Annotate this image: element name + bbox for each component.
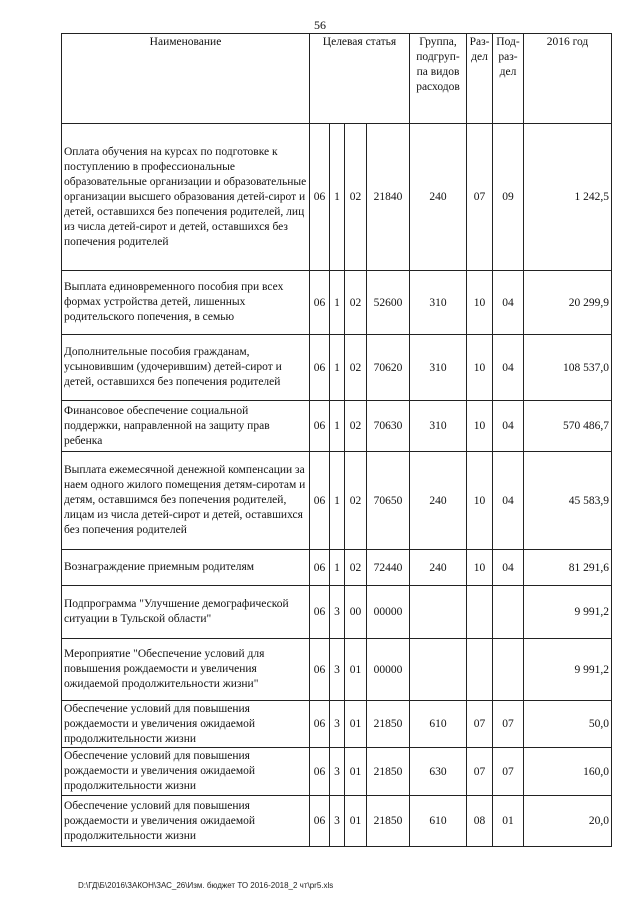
target-code-3: 02	[345, 401, 367, 452]
target-code-4: 21840	[367, 124, 410, 271]
row-subsection: 04	[493, 550, 524, 586]
target-code-1: 06	[310, 586, 330, 639]
table-row	[62, 124, 612, 271]
table-row	[62, 748, 612, 796]
target-code-2: 3	[330, 701, 345, 748]
row-amount: 9 991,2	[524, 586, 612, 639]
target-code-3: 01	[345, 701, 367, 748]
row-group: 610	[410, 701, 467, 748]
target-code-2: 3	[330, 748, 345, 796]
table-row	[62, 796, 612, 847]
target-code-3: 02	[345, 335, 367, 401]
row-name: Обеспечение условий для повышения рождаемости и увеличения ожидаемой продолжительности жизни	[62, 701, 310, 748]
target-code-1: 06	[310, 550, 330, 586]
row-amount: 1 242,5	[524, 124, 612, 271]
row-subsection: 04	[493, 401, 524, 452]
row-section: 10	[467, 550, 493, 586]
target-code-4: 70650	[367, 452, 410, 550]
header-section: Раз-дел	[467, 34, 493, 124]
row-amount: 160,0	[524, 748, 612, 796]
target-code-2: 3	[330, 586, 345, 639]
row-group: 310	[410, 271, 467, 335]
target-code-4: 72440	[367, 550, 410, 586]
table-row	[62, 639, 612, 701]
file-path-footer: D:\ГД\Б\2016\ЗАКОН\ЗАС_26\Изм. бюджет ТО 2016-2018_2 чт\pr5.xls	[78, 881, 334, 890]
row-subsection: 07	[493, 701, 524, 748]
row-amount: 570 486,7	[524, 401, 612, 452]
row-section: 07	[467, 701, 493, 748]
row-name: Вознаграждение приемным родителям	[62, 550, 310, 586]
row-amount: 50,0	[524, 701, 612, 748]
row-section: 10	[467, 452, 493, 550]
row-name: Обеспечение условий для повышения рождаемости и увеличения ожидаемой продолжительности жизни	[62, 796, 310, 847]
target-code-2: 1	[330, 401, 345, 452]
target-code-4: 52600	[367, 271, 410, 335]
row-amount: 9 991,2	[524, 639, 612, 701]
header-target: Целевая статья	[310, 34, 410, 124]
target-code-4: 70630	[367, 401, 410, 452]
row-group: 310	[410, 335, 467, 401]
row-group: 630	[410, 748, 467, 796]
budget-table	[61, 33, 612, 847]
target-code-2: 1	[330, 335, 345, 401]
target-code-4: 70620	[367, 335, 410, 401]
row-name: Финансовое обеспечение социальной поддержки, направленной на защиту прав ребенка	[62, 401, 310, 452]
target-code-1: 06	[310, 124, 330, 271]
target-code-3: 01	[345, 639, 367, 701]
table-row	[62, 335, 612, 401]
row-subsection: 09	[493, 124, 524, 271]
row-section: 07	[467, 124, 493, 271]
table-header-row	[62, 34, 612, 124]
target-code-4: 21850	[367, 796, 410, 847]
row-name: Обеспечение условий для повышения рождаемости и увеличения ожидаемой продолжительности жизни	[62, 748, 310, 796]
row-amount: 81 291,6	[524, 550, 612, 586]
row-subsection: 07	[493, 748, 524, 796]
header-subsection: Под-раз-дел	[493, 34, 524, 124]
target-code-4: 21850	[367, 748, 410, 796]
row-group: 240	[410, 550, 467, 586]
table-row	[62, 586, 612, 639]
row-group: 610	[410, 796, 467, 847]
header-year: 2016 год	[524, 34, 612, 124]
target-code-3: 02	[345, 124, 367, 271]
table-row	[62, 271, 612, 335]
target-code-1: 06	[310, 796, 330, 847]
header-name: Наименование	[62, 34, 310, 124]
row-subsection	[493, 639, 524, 701]
target-code-3: 02	[345, 452, 367, 550]
row-subsection: 04	[493, 335, 524, 401]
target-code-2: 1	[330, 271, 345, 335]
row-name: Выплата единовременного пособия при всех формах устройства детей, лишенных родительского попечения, в семью	[62, 271, 310, 335]
row-name: Выплата ежемесячной денежной компенсации за наем одного жилого помещения детям-сиротам и детям, оставшимся без попечения родителей, лицам из числа детей-сирот и детей, оставшихся без попечения родителей	[62, 452, 310, 550]
target-code-3: 01	[345, 796, 367, 847]
target-code-3: 02	[345, 550, 367, 586]
row-group	[410, 586, 467, 639]
target-code-1: 06	[310, 639, 330, 701]
row-section	[467, 586, 493, 639]
target-code-1: 06	[310, 748, 330, 796]
target-code-3: 01	[345, 748, 367, 796]
target-code-2: 1	[330, 124, 345, 271]
row-subsection: 01	[493, 796, 524, 847]
target-code-1: 06	[310, 401, 330, 452]
target-code-4: 21850	[367, 701, 410, 748]
target-code-1: 06	[310, 335, 330, 401]
target-code-4: 00000	[367, 639, 410, 701]
row-group: 240	[410, 452, 467, 550]
row-subsection: 04	[493, 452, 524, 550]
table-row	[62, 701, 612, 748]
target-code-2: 1	[330, 452, 345, 550]
row-section	[467, 639, 493, 701]
row-group: 240	[410, 124, 467, 271]
row-name: Оплата обучения на курсах по подготовке к поступлению в профессиональные образовательные организации и образовательные организации высшего образования детей-сирот и детей, оставшихся без попечения родителей, лиц из числа детей-сирот и детей, оставшихся без попечения родителей	[62, 124, 310, 271]
target-code-2: 1	[330, 550, 345, 586]
row-section: 08	[467, 796, 493, 847]
row-subsection: 04	[493, 271, 524, 335]
table-row	[62, 401, 612, 452]
row-subsection	[493, 586, 524, 639]
row-group	[410, 639, 467, 701]
row-group: 310	[410, 401, 467, 452]
row-amount: 20,0	[524, 796, 612, 847]
target-code-1: 06	[310, 701, 330, 748]
target-code-1: 06	[310, 452, 330, 550]
target-code-2: 3	[330, 639, 345, 701]
target-code-4: 00000	[367, 586, 410, 639]
row-name: Подпрограмма "Улучшение демографической ситуации в Тульской области"	[62, 586, 310, 639]
target-code-3: 02	[345, 271, 367, 335]
row-section: 10	[467, 335, 493, 401]
row-amount: 108 537,0	[524, 335, 612, 401]
row-section: 10	[467, 401, 493, 452]
row-name: Дополнительные пособия гражданам, усыновившим (удочерившим) детей-сирот и детей, оставшихся без попечения родителей	[62, 335, 310, 401]
table-row	[62, 550, 612, 586]
row-section: 10	[467, 271, 493, 335]
target-code-2: 3	[330, 796, 345, 847]
table-row	[62, 452, 612, 550]
row-name: Мероприятие "Обеспечение условий для повышения рождаемости и увеличения ожидаемой продолжительности жизни"	[62, 639, 310, 701]
row-section: 07	[467, 748, 493, 796]
target-code-1: 06	[310, 271, 330, 335]
page-number: 56	[314, 18, 326, 32]
target-code-3: 00	[345, 586, 367, 639]
row-amount: 20 299,9	[524, 271, 612, 335]
row-amount: 45 583,9	[524, 452, 612, 550]
header-group: Группа, подгруп-па видов расходов	[410, 34, 467, 124]
